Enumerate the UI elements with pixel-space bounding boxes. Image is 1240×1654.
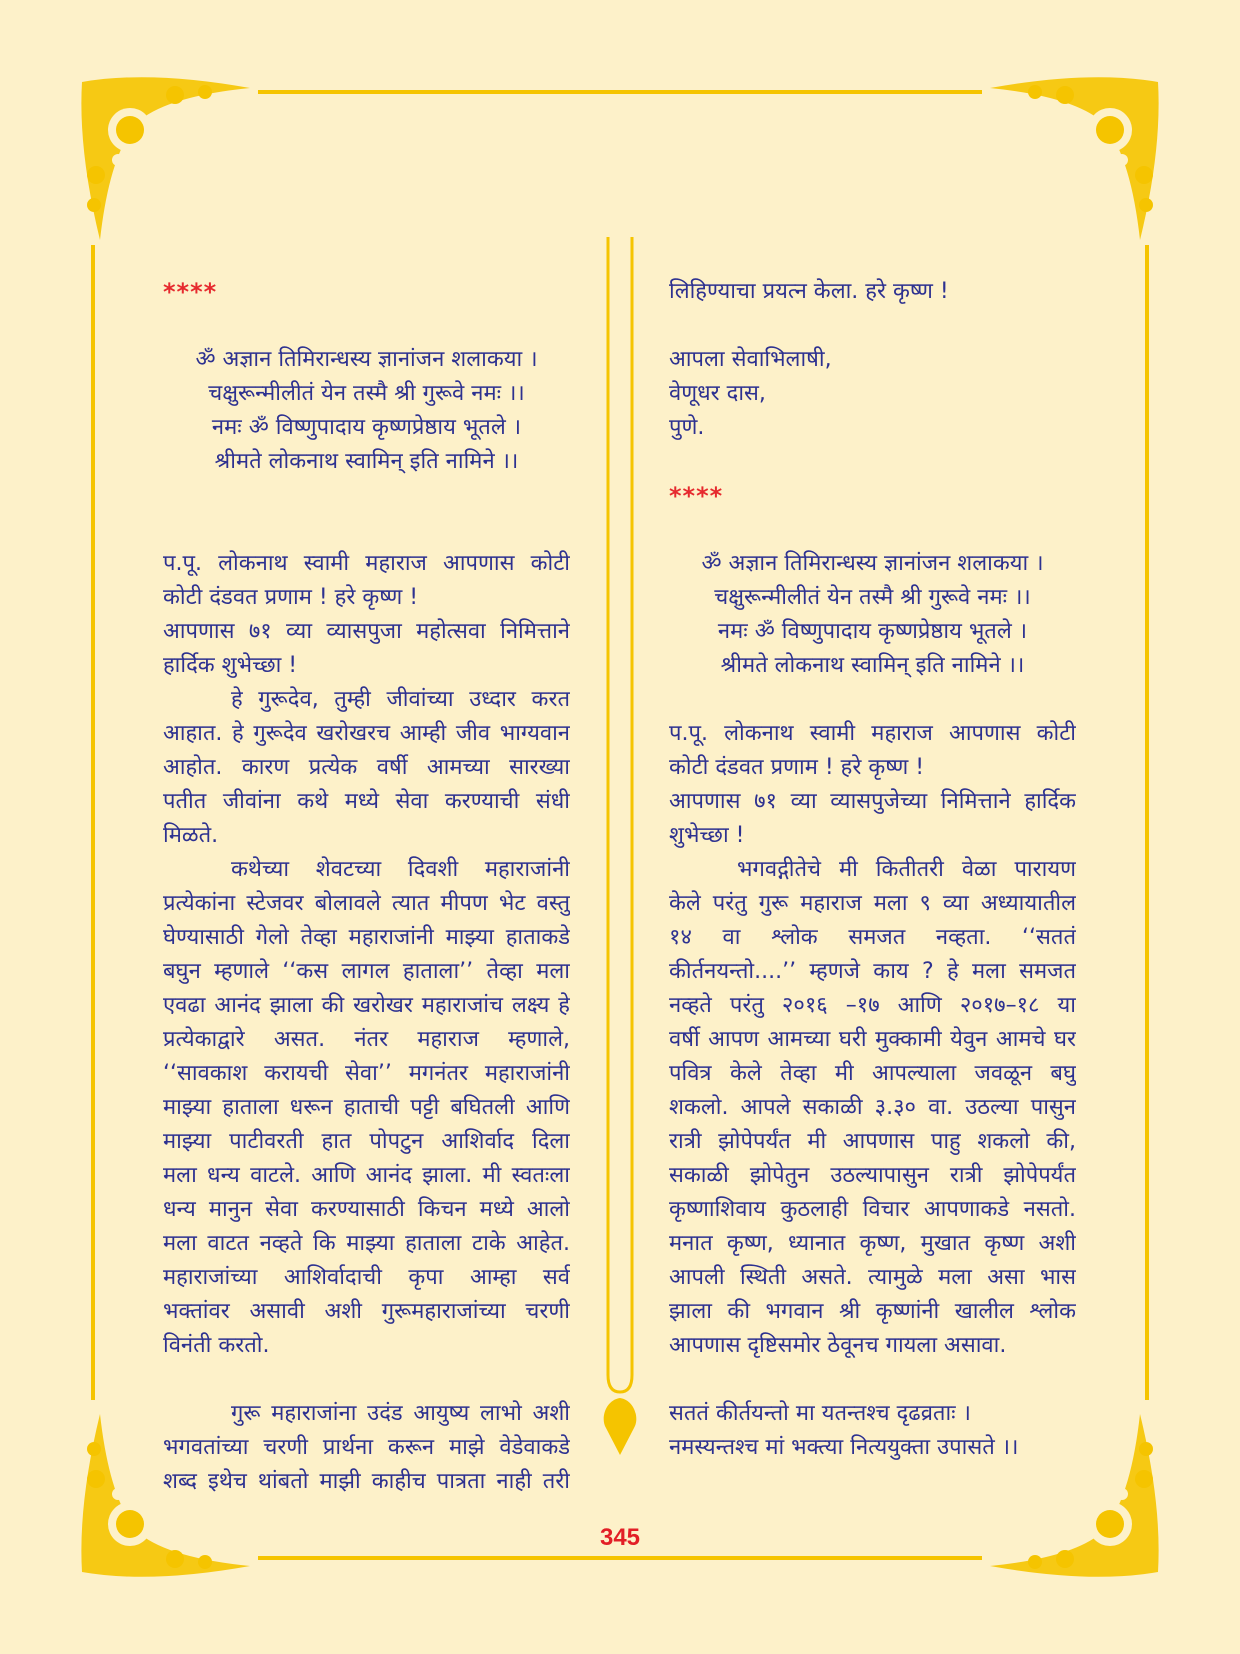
blank-line: [163, 479, 570, 513]
text-line: विनंती करतो.: [163, 1333, 270, 1358]
text-line: मला वाटत नव्हते कि माझ्या हाताला टाके आहेत.: [163, 1231, 570, 1256]
blank-line: [163, 513, 570, 547]
paragraph-first-line: गुरू महाराजांना उदंड आयुष्य लाभो अशी: [231, 1401, 570, 1426]
text-line: शकलो. आपले सकाळी ३.३० वा. उठल्या पासुन: [669, 1095, 1076, 1120]
text-line: शब्द इथेच थांबतो माझी काहीच पात्रता नाही तरी: [163, 1469, 570, 1494]
text-line: मला धन्य वाटले. आणि आनंद झाला. मी स्वतःला: [163, 1163, 570, 1188]
text-line: वेणूधर दास,: [669, 381, 766, 406]
shloka-line: श्रीमते लोकनाथ स्वामिन् इति नामिने ।।: [214, 449, 519, 474]
text-line: भगवतांच्या चरणी प्रार्थना करून माझे वेडेवाकडे: [163, 1435, 570, 1460]
text-line: आपणास ७१ व्या व्यासपुजा महोत्सवा निमित्ताने: [163, 619, 570, 644]
shloka-line: ॐ अज्ञान तिमिरान्धस्य ज्ञानांजन शलाकया ।: [195, 347, 538, 372]
text-line: बघुन म्हणाले ‘‘कस लागल हाताला’’ तेव्हा मला: [163, 959, 570, 984]
shloka-line: ॐ अज्ञान तिमिरान्धस्य ज्ञानांजन शलाकया ।: [701, 551, 1044, 576]
text-line: रात्री झोपेपर्यंत मी आपणास पाहु शकलो की,: [669, 1129, 1076, 1154]
text-line: आपणास ७१ व्या व्यासपुजेच्या निमित्ताने हार्दिक: [669, 789, 1076, 814]
text-line: लिहिण्याचा प्रयत्न केला. हरे कृष्ण !: [669, 279, 949, 304]
text-line: माझ्या पाटीवरती हात पोपटुन आशिर्वाद दिला: [163, 1129, 570, 1154]
text-line: मनात कृष्ण, ध्यानात कृष्ण, मुखात कृष्ण अशी: [669, 1231, 1076, 1256]
text-line: पुणे.: [669, 415, 705, 440]
text-line: आपली स्थिती असते. त्यामुळे मला असा भास: [669, 1265, 1076, 1290]
text-line: सकाळी झोपेतुन उठल्यापासुन रात्री झोपेपर्यंत: [669, 1163, 1076, 1188]
text-line: प्रत्येकाद्वारे असत. नंतर महाराज म्हणाले,: [163, 1027, 570, 1052]
blank-line: [163, 309, 570, 343]
paragraph-first-line: कथेच्या शेवटच्या दिवशी महाराजांनी: [231, 857, 570, 882]
blank-line: [669, 1363, 1076, 1397]
shloka-line: नमः ॐ विष्णुपादाय कृष्णप्रेष्ठाय भूतले ।: [717, 619, 1028, 644]
blank-line: [163, 1363, 570, 1397]
shloka-line: चक्षुरून्मीलीतं येन तस्मै श्री गुरूवे नमः ।।: [208, 381, 525, 406]
text-line: धन्य मानुन सेवा करण्यासाठी किचन मध्ये आलो: [163, 1197, 570, 1222]
text-line: भक्तांवर असावी अशी गुरूमहाराजांच्या चरणी: [163, 1299, 570, 1324]
text-line: प्रत्येकांना स्टेजवर बोलावले त्यात मीपण भेट वस्तु: [163, 891, 570, 916]
text-line: कोटी दंडवत प्रणाम ! हरे कृष्ण !: [163, 585, 419, 610]
text-line: कीर्तनयन्तो....’’ म्हणजे काय ? हे मला समजत: [669, 959, 1076, 984]
text-line: पतीत जीवांना कथे मध्ये सेवा करण्याची संधी: [163, 789, 570, 814]
shloka-line: नमः ॐ विष्णुपादाय कृष्णप्रेष्ठाय भूतले ।: [211, 415, 522, 440]
text-line: नमस्यन्तश्च मां भक्त्या नित्ययुक्ता उपासते ।।: [669, 1435, 1019, 1460]
text-line: मिळते.: [163, 823, 219, 848]
center-drop-ornament: [604, 1398, 637, 1455]
text-line: आहात. हे गुरूदेव खरोखरच आम्ही जीव भाग्यवान: [163, 721, 570, 746]
paragraph-first-line: भगवद्गीतेचे मी कितीतरी वेळा पारायण: [737, 857, 1076, 882]
text-line: नव्हते परंतु २०१६ –१७ आणि २०१७–१८ या: [669, 993, 1076, 1018]
left-column: [163, 275, 570, 1499]
shloka-line: श्रीमते लोकनाथ स्वामिन् इति नामिने ।।: [720, 653, 1025, 678]
text-line: शुभेच्छा !: [669, 823, 745, 848]
text-line: केले परंतु गुरू महाराज मला ९ व्या अध्यायातील: [669, 891, 1076, 916]
page-number: 345: [599, 1524, 641, 1551]
text-line: महाराजांच्या आशिर्वादाची कृपा आम्हा सर्व: [163, 1265, 570, 1290]
text-line: आहोत. कारण प्रत्येक वर्षी आमच्या सारख्या: [163, 755, 570, 780]
separator-stars: ****: [163, 278, 218, 306]
text-line: १४ वा श्लोक समजत नव्हता. ‘‘सततं: [669, 925, 1076, 950]
text-line: प.पू. लोकनाथ स्वामी महाराज आपणास कोटी: [669, 721, 1076, 746]
text-line: वर्षी आपण आमच्या घरी मुक्कामी येवुन आमचे घर: [669, 1027, 1076, 1052]
text-line: पवित्र केले तेव्हा मी आपल्याला जवळून बघु: [669, 1061, 1076, 1086]
text-line: आपला सेवाभिलाषी,: [669, 347, 832, 372]
right-column: [669, 275, 1076, 1465]
text-line: ‘‘सावकाश करायची सेवा’’ मगनंतर महाराजांनी: [163, 1061, 570, 1086]
shloka-line: चक्षुरून्मीलीतं येन तस्मै श्री गुरूवे नमः ।।: [714, 585, 1031, 610]
blank-line: [669, 683, 1076, 717]
text-line: कृष्णाशिवाय कुठलाही विचार आपणाकडे नसतो.: [669, 1197, 1076, 1222]
center-divider: [608, 237, 632, 1392]
text-line: कोटी दंडवत प्रणाम ! हरे कृष्ण !: [669, 755, 925, 780]
separator-stars: ****: [669, 482, 724, 510]
text-line: झाला की भगवान श्री कृष्णांनी खालील श्लोक: [669, 1299, 1076, 1324]
text-line: आपणास दृष्टिसमोर ठेवूनच गायला असावा.: [669, 1333, 1007, 1358]
blank-line: [669, 445, 1076, 479]
text-line: एवढा आनंद झाला की खरोखर महाराजांच लक्ष्य हे: [163, 993, 570, 1018]
paragraph-first-line: हे गुरूदेव, तुम्ही जीवांच्या उध्दार करत: [231, 687, 570, 712]
text-line: घेण्यासाठी गेलो तेव्हा महाराजांनी माझ्या हाताकडे: [163, 925, 570, 950]
blank-line: [669, 513, 1076, 547]
text-line: हार्दिक शुभेच्छा !: [163, 653, 298, 678]
text-line: प.पू. लोकनाथ स्वामी महाराज आपणास कोटी: [163, 551, 570, 576]
text-line: सततं कीर्तयन्तो मा यतन्तश्च दृढव्रताः ।: [669, 1401, 971, 1426]
text-line: माझ्या हाताला धरून हाताची पट्टी बघितली आणि: [163, 1095, 570, 1120]
blank-line: [669, 309, 1076, 343]
